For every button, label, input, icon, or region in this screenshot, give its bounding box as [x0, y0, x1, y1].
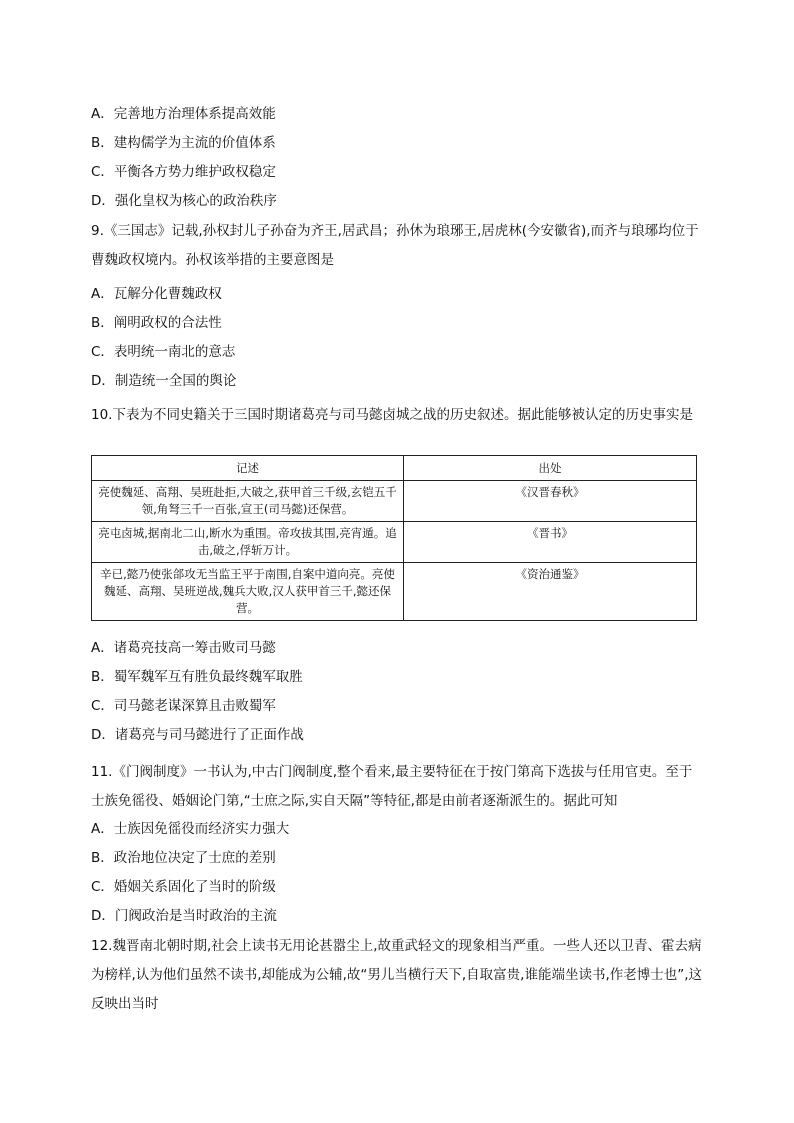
table-header-record: 记述 [92, 456, 404, 481]
table-cell-record: 亮使魏延、高翔、吴班赴拒,大破之,获甲首三千级,玄铠五千领,角弩三千一百张,宣王(司马懿)还保营。 [92, 481, 404, 522]
q10-stem: 10.下表为不同史籍关于三国时期诸葛亮与司马懿卤城之战的历史叙述。据此能够被认定的历史事实是 [91, 407, 693, 423]
q11-option-b[interactable]: B．政治地位决定了士庶的差别 [91, 850, 276, 866]
q8-option-a[interactable]: A．完善地方治理体系提高效能 [91, 106, 276, 122]
q12-stem: 12.魏晋南北朝时期,社会上读书无用论甚嚣尘上,故重武轻文的现象相当严重。一些人还以卫青、霍去病为榜样,认为他们虽然不读书,却能成为公辅,故“男儿当横行天下,自取富贵,谁能端坐读书,作老博士也”,这反映出当时 [91, 938, 703, 1012]
q9-option-b[interactable]: B．阐明政权的合法性 [91, 315, 222, 331]
q10-option-b[interactable]: B．蜀军魏军互有胜负最终魏军取胜 [91, 669, 303, 685]
table-cell-record: 辛已,懿乃使张郃攻无当监王平于南围,自案中道向亮。亮使魏延、高翔、吴班逆战,魏兵大败,汉人获甲首三千,懿还保营。 [92, 563, 404, 621]
q9-option-a[interactable]: A．瓦解分化曹魏政权 [91, 286, 222, 302]
q10-option-d[interactable]: D．诸葛亮与司马懿进行了正面作战 [91, 727, 304, 743]
q8-option-d[interactable]: D．强化皇权为核心的政治秩序 [91, 193, 277, 209]
table-cell-source: 《资治通鉴》 [404, 563, 697, 621]
q10-option-c[interactable]: C．司马懿老谋深算且击败蜀军 [91, 698, 276, 714]
table-cell-record: 亮屯卤城,据南北二山,断水为重围。帝攻拔其围,亮宵遁。追击,破之,俘斩万计。 [92, 522, 404, 563]
q8-option-b[interactable]: B．建构儒学为主流的价值体系 [91, 135, 276, 151]
table-row [92, 563, 697, 621]
q10-history-table [91, 455, 697, 621]
q11-option-d[interactable]: D．门阀政治是当时政治的主流 [91, 908, 277, 924]
q8-option-c[interactable]: C．平衡各方势力维护政权稳定 [91, 164, 276, 180]
table-cell-source: 《汉晋春秋》 [404, 481, 697, 522]
table-cell-source: 《晋书》 [404, 522, 697, 563]
table-row [92, 522, 697, 563]
q11-stem: 11.《门阀制度》一书认为,中古门阀制度,整个看来,最主要特征在于按门第高下选拔与任用官吏。至于士族免徭役、婚姻论门第,“士庶之际,实自天隔”等特征,都是由前者逐渐派生的。据此可知 [91, 764, 693, 809]
q9-stem: 9.《三国志》记载,孙权封儿子孙奋为齐王,居武昌；孙休为琅琊王,居虎林(今安徽省),而齐与琅琊均位于曹魏政权境内。孙权该举措的主要意图是 [91, 223, 699, 268]
q9-option-c[interactable]: C．表明统一南北的意志 [91, 344, 236, 360]
q10-option-a[interactable]: A．诸葛亮技高一筹击败司马懿 [91, 640, 276, 656]
q11-option-a[interactable]: A．士族因免徭役而经济实力强大 [91, 821, 290, 837]
table-header-source: 出处 [404, 456, 697, 481]
q9-option-d[interactable]: D．制造统一全国的舆论 [91, 373, 237, 389]
q11-option-c[interactable]: C．婚姻关系固化了当时的阶级 [91, 879, 276, 895]
table-row [92, 481, 697, 522]
